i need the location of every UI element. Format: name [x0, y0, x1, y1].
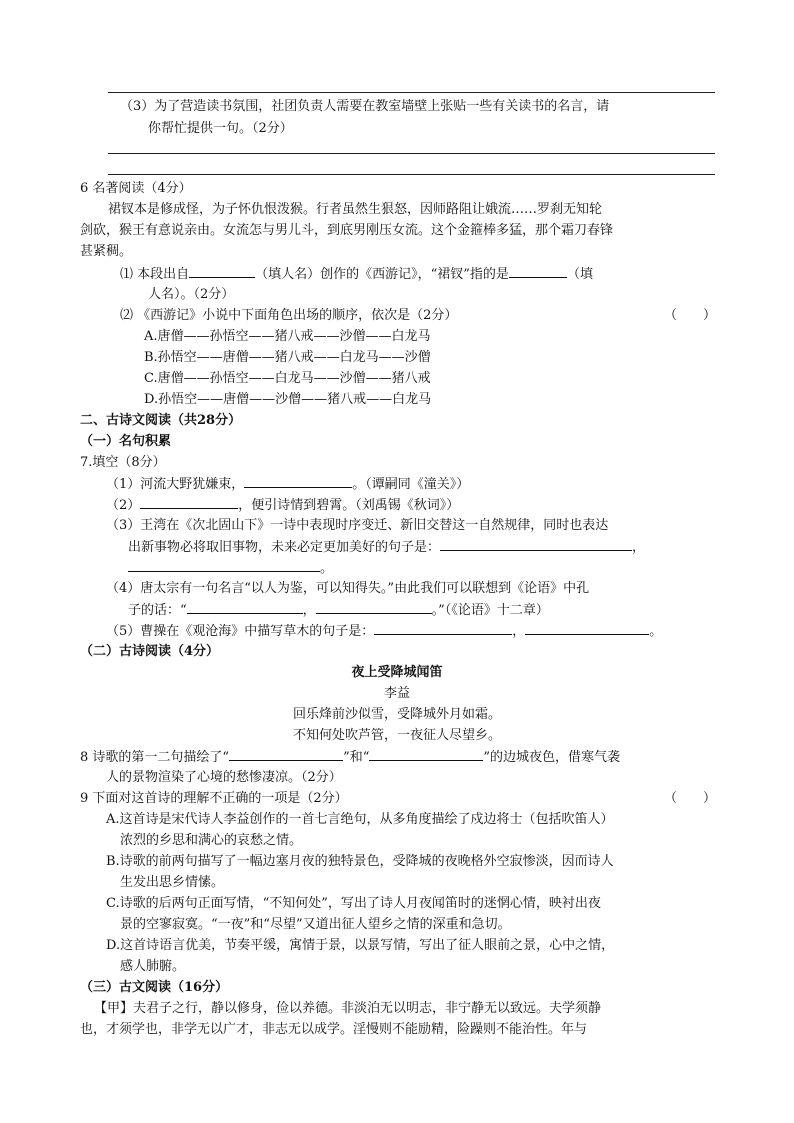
poem-line-2: 不知何处吹芦管，一夜征人尽望乡。	[292, 728, 501, 743]
q9-option-d-line-1: D.这首诗语言优美，节奏平缓，寓情于景，以景写情，写出了征人眼前之景，心中之情，	[106, 938, 615, 953]
author-blank[interactable]	[189, 265, 255, 278]
q6-sub2-answer-paren[interactable]: （ ）	[664, 308, 717, 323]
character-blank[interactable]	[509, 265, 567, 278]
fill-blank[interactable]	[229, 748, 343, 761]
q7-item-3-text: 出新事物必将取旧事物，未来必定更加美好的句子是：	[128, 540, 441, 555]
q3-line-2: 你帮忙提供一句。（2分）	[148, 121, 293, 136]
q7-item-1	[106, 475, 469, 494]
passage-line-2: 也，才须学也，非学无以广才，非志无以成学。淫慢则不能励精，险躁则不能治性。年与	[80, 1022, 588, 1037]
q8-line-1	[80, 748, 620, 767]
q9-heading: 9 下面对这首诗的理解不正确的一项是（2分）	[80, 791, 348, 806]
q7-item-3-period: 。	[320, 561, 334, 576]
q7-item-4-text-c: 。”（《论语》十二章）	[431, 603, 549, 618]
q9-option-c-line-2: 景的空寥寂寞。“一夜”和“尽望”又道出征人望乡之情的深重和急切。	[120, 917, 511, 932]
fill-blank[interactable]	[440, 538, 632, 551]
q6-excerpt-line-3: 甚紧稠。	[80, 244, 133, 259]
q7-item-3-line-2	[128, 538, 645, 557]
passage-line-1: 【甲】夫君子之行，静以修身，俭以养德。非淡泊无以明志，非宁静无以致远。夫学须静	[94, 1001, 602, 1016]
q8-text-a: 8 诗歌的第一二句描绘了“	[80, 750, 230, 765]
q9-answer-paren[interactable]: （ ）	[664, 791, 717, 806]
q7-item-2-text-b: ，便引诗情到碧霄。（刘禹锡《秋词》）	[238, 498, 460, 513]
q7-item-2-text-a: （2）	[106, 498, 141, 513]
q9-option-b-line-1: B.诗歌的前两句描写了一幅边塞月夜的独特景色，受降城的夜晚格外空寂惨淡，因而诗人	[106, 854, 614, 869]
q7-item-4-text-b: ，	[302, 603, 316, 618]
q6-sub1	[120, 265, 593, 284]
q6-sub1-text-a: ⑴ 本段出自	[120, 267, 190, 282]
q6-sub1-text-c: （填	[566, 267, 593, 282]
q3-line-1: （3）为了营造读书氛围，社团负责人需要在教室墙壁上张贴一些有关读书的名言，请	[120, 99, 610, 114]
q6-sub1-continued: 人名）。（2分）	[148, 287, 235, 302]
q6-heading: 6 名著阅读（4分）	[80, 181, 192, 196]
fill-blank[interactable]	[525, 622, 649, 635]
q6-sub1-text-b: （填人名）创作的《西游记》，“裙钗”指的是	[255, 267, 509, 282]
fill-blank[interactable]	[316, 601, 432, 614]
q9-option-a-line-2: 浓烈的乡思和满心的哀愁之情。	[120, 833, 303, 848]
fill-blank[interactable]	[374, 622, 512, 635]
q7-item-3-line-1: （3）王湾在《次北固山下》一诗中表现时序变迁、新旧交替这一自然规律，同时也表达	[106, 518, 609, 533]
poem-line-1: 回乐烽前沙似雪，受降城外月如霜。	[292, 707, 501, 722]
q7-item-4-line-1: （4）唐太宗有一句名言“以人为鉴，可以知得失。”由此我们可以联想到《论语》中孔	[106, 581, 590, 596]
q6-option-a: A.唐僧——孙悟空——猪八戒——沙僧——白龙马	[144, 329, 431, 344]
fill-blank[interactable]	[187, 601, 303, 614]
q6-option-b: B.孙悟空——唐僧——猪八戒——白龙马——沙僧	[144, 350, 431, 365]
q7-item-5-text-b: ，	[512, 624, 526, 639]
q6-excerpt-line-1: 裙钗本是修成怪，为子怀仇恨泼猴。行者虽然生狠怒，因师路阻让娥流……罗刹无知轮	[108, 202, 603, 217]
q9-option-b-line-2: 生发出思乡情愫。	[120, 875, 225, 890]
answer-line[interactable]	[108, 92, 715, 93]
q6-excerpt-line-2: 剑砍，猴王有意说亲由。女流怎与男儿斗，到底男刚压女流。这个金箍棒多猛，那个霜刀春锋	[80, 223, 614, 238]
fill-blank[interactable]	[244, 475, 352, 488]
fill-blank[interactable]	[140, 496, 238, 509]
answer-line[interactable]	[108, 174, 715, 175]
q7-item-4-text-a: 子的话：“	[128, 603, 187, 618]
q7-item-3-line-3	[128, 559, 333, 578]
q9-option-c-line-1: C.诗歌的后两句正面写情，“不知何处”，写出了诗人月夜闻笛时的迷惘心情，映衬出夜	[106, 896, 601, 911]
fill-blank[interactable]	[128, 559, 320, 572]
q6-option-c: C.唐僧——孙悟空——白龙马——沙僧——猪八戒	[144, 371, 431, 386]
q8-text-c: ”的边城夜色，借寒气袭	[483, 750, 621, 765]
answer-line[interactable]	[108, 153, 715, 154]
q7-item-1-text-a: （1）河流大野犹嫌束，	[106, 477, 245, 492]
q7-item-4-line-2	[128, 601, 549, 620]
q9-option-a-line-1: A.这首诗是宋代诗人李益创作的一首七言绝句，从多角度描绘了戍边将士（包括吹笛人）	[106, 812, 614, 827]
q6-option-d: D.孙悟空——唐僧——沙僧——猪八戒——白龙马	[144, 392, 432, 407]
section-2-2-heading: （二）古诗阅读（4分）	[80, 644, 220, 659]
q7-item-2	[106, 496, 459, 515]
poem-author: 李益	[383, 686, 410, 701]
section-2-heading: 二、古诗文阅读（共28分）	[80, 413, 242, 428]
q6-sub2: ⑵ 《西游记》小说中下面角色出场的顺序，依次是（2分）	[120, 308, 458, 323]
q9-option-d-line-2: 感人肺腑。	[120, 959, 186, 974]
q7-item-1-text-b: 。（谭嗣同《潼关》）	[352, 477, 470, 492]
poem-title: 夜上受降城闻笛	[351, 665, 443, 680]
q7-item-3-comma: ，	[632, 540, 646, 555]
q7-item-5-text-c: 。	[649, 624, 663, 639]
q7-item-5	[106, 622, 662, 641]
fill-blank[interactable]	[369, 748, 483, 761]
q8-text-b: ”和“	[343, 750, 370, 765]
section-2-1-heading: （一）名句积累	[80, 434, 172, 449]
q7-item-5-text-a: （5）曹操在《观沧海》中描写草木的句子是：	[106, 624, 375, 639]
section-2-3-heading: （三）古文阅读（16分）	[80, 980, 229, 995]
q8-line-2: 人的景物渲染了心境的愁惨凄凉。（2分）	[106, 770, 342, 785]
q7-heading: 7.填空（8分）	[80, 455, 166, 470]
